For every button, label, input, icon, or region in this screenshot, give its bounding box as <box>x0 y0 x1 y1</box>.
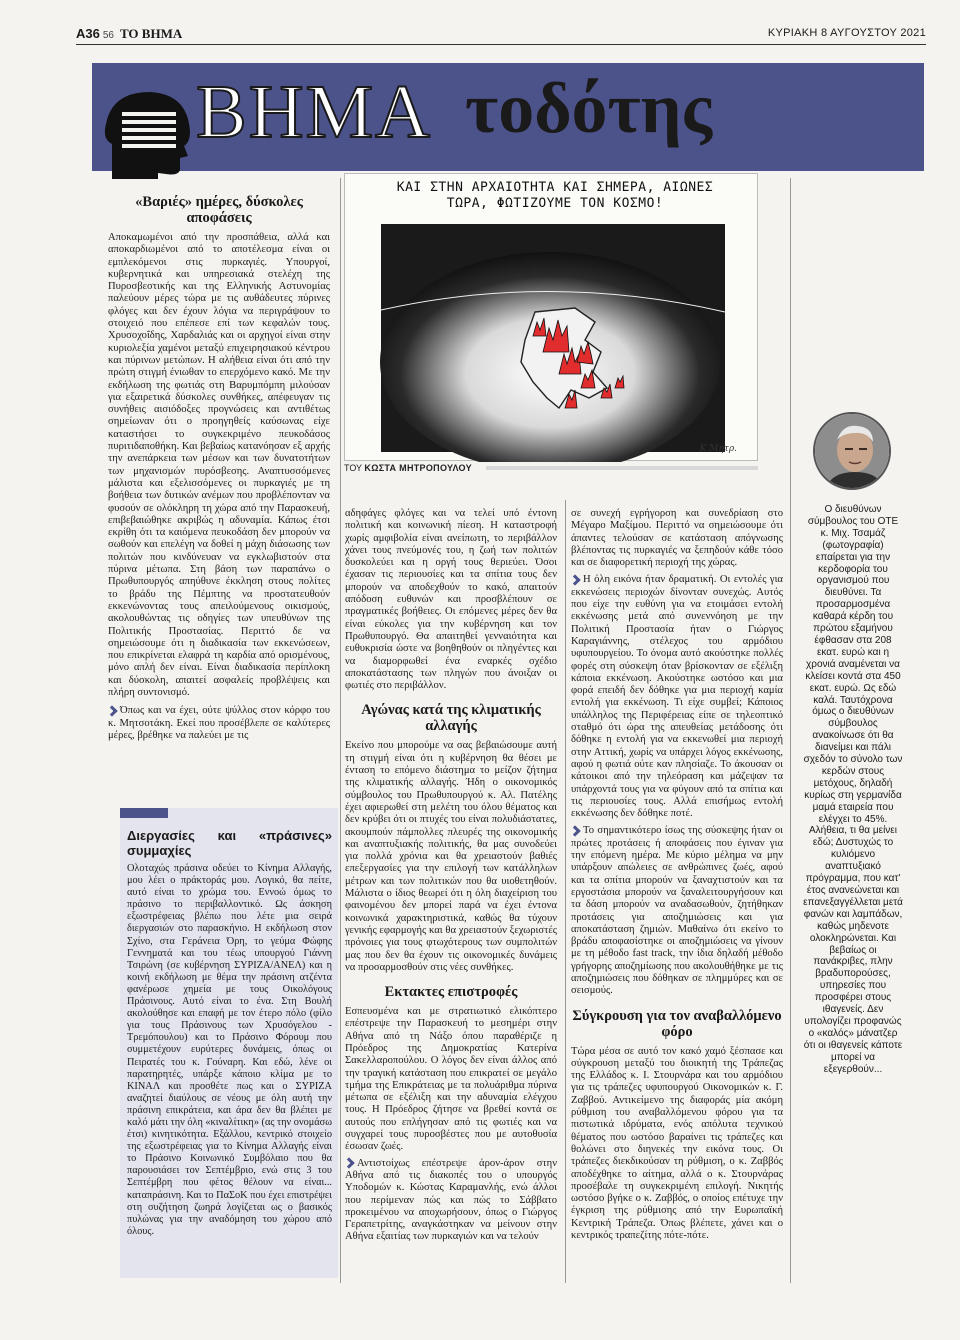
section-title: «Βαριές» ημέρες, δύσκολες αποφάσεις <box>135 194 303 226</box>
arrow-icon <box>569 574 580 585</box>
burning-greece-illustration <box>345 212 759 462</box>
banner-title-outline: ΒΗΜΑ <box>196 70 433 154</box>
credit-prefix: ΤΟΥ <box>344 463 362 473</box>
header-rule <box>76 44 926 45</box>
article-column-3 <box>571 508 783 1245</box>
paragraph: Τώρα μέσα σε αυτό τον κακό χαμό ξέσπασε και σύγκρουση μεταξύ του διοικητή της Τράπεζας της Ελλάδος κ. Ι. Στουρνάρα και του αρμόδιου για τις τράπεζες υφυπουργού Οικονομικών κ. Γ. Ζαββού. Αντικείμενο της διαφοράς μία ακόμη ρύθμιση του αναβαλλόμενου φόρου για τα πιστωτικά ιδρύματα, ενός απόλυτα τεχνικού θέματος που ωστόσο βαραίνει τις τράπεζες και θολώνει στο διηνεκές την εικόνα τους. Οι τράπεζες διεκδικούσαν τη ρύθμιση, ο κ. Ζαββός αποδέχθηκε το αίτημα, αλλά ο κ. Στουρνάρας προσέβαλε τη συγκεκριμένη επιλογή. Νικητής ωστόσο βγήκε ο κ. Ζαββός, ο οποίος επέτυχε την έγκριση της ρύθμισης από την Ευρωπαϊκή Κεντρική Τράπεζα. Όπως βλέπετε, χάνει και ο κεντρικός τραπεζίτης πότε-πότε. <box>571 1045 783 1242</box>
avatar <box>813 412 891 490</box>
box-content <box>127 826 332 1241</box>
paragraph: σε συνεχή εγρήγορση και συνεδρίαση στο Μέγαρο Μαξίμου. Περιττό να σημειώσουμε ότι άπαντες τελούσαν σε κατάσταση απόγνωσης βλέποντας τις πυρκαγιές να ξεπηδούν κάθε τόσο και σε διαφορετική περιοχή της χώρας. <box>571 508 783 569</box>
arrow-icon <box>106 705 117 716</box>
article-column-2 <box>345 508 557 1247</box>
cartoon-caption: ΚΑΙ ΣΤΗΝ ΑΡΧΑΙΟΤΗΤΑ ΚΑΙ ΣΗΜΕΡΑ, ΑΙΩΝΕΣ ΤΩΡΑ, ΦΩΤΙΖΟΥΜΕ ΤΟΝ ΚΟΣΜΟ! <box>396 180 714 211</box>
paragraph: Η όλη εικόνα ήταν δραματική. Οι εντολές για εκκενώσεις περιοχών δίνονταν συνεχώς. Αυτός που είχε την ευθύνη για να ετοιμάσει εντολή εκκένωσης μετά από συνεννόηση με την Πολιτική Προστασία ήταν ο Γιώργος Καραγιάννης, στέλεχος του αρμόδιου υφυπουργείου. Το όνομα αυτό ακούστηκε πολλές φορές στη σύσκεψη όταν βρίσκονταν σε εξέλιξη κάποια εκκένωση. Ακούστηκε ωστόσο και μια φορά επειδή δεν δόθηκε για μια περιοχή καμία εντολή για εκκένωση. Τι είχε συμβεί; Κάποιος υπάλληλος της Περιφέρειας είπε σε τηλεοπτικό σταθμό ότι ώρα της απευθείας μετάδοσης ότι δόθηκε η εντολή για να εκκενωθεί μια περιοχή στην Αττική, χωρίς να υπάρχει λόγος εκκένωσης, αφού η φωτιά ούτε καν πλησίαζε. Το άκουσαν οι κάτοικοι από την τηλεόραση και μάζεψαν τα υπάρχοντά τους για να φύγουν από τα σπίτια και τις περιουσίες τους. Αλλά επισήμως εντολή εκκένωσης δεν δόθηκε ποτέ. <box>571 574 783 820</box>
section-title: Αγώνας κατά της κλιματικής αλλαγής <box>361 702 541 735</box>
section-title: Εκτακτες επιστροφές <box>384 984 518 1001</box>
column-divider <box>565 500 566 1283</box>
newspaper-name: ΤΟ ΒΗΜΑ <box>119 26 183 41</box>
paragraph: Εσπευσμένα και με στρατιωτικό ελικόπτερο επέστρεψε την Παρασκευή το μεσημέρι στην Αθήνα από τη Νάξο όπου παραθέριζε η Πρόεδρος της Δημοκρατίας Κατερίνα Σακελλαροπούλου. Ο λόγος δεν είναι άλλος από την τραγική κατάσταση που επικρατεί σε μεγάλο τμήμα της Επικράτειας με τα πολυάριθμα πύρινα μέτωπα σε εξέλιξη και την αδυναμία ελέγχου τους. Η Πρόεδρος ζήτησε να βρεθεί κοντά σε αυτούς που επλήγησαν από τις φωτιές και να συγχαρεί τους πυροσβέστες που με αυτοθυσία έσωσαν ζωές. <box>345 1006 557 1153</box>
banner-title-bold: τοδότης <box>465 68 713 148</box>
paragraph: Αποκαμωμένοι από την προσπάθεια, αλλά και αποκαρδιωμένοι από το αποτέλεσμα είναι οι εμπλεκόμενοι στις πυρκαγιές. Υπουργοί, κυβερνητικά και υπηρεσιακά στελέχη της Πυροσβεστικής και της Ελληνικής Αστυνομίας παλεύουν μέρες τώρα με τις αυθάδευτες πύρινες φλόγες και δεν έχουν λόγια να περιγράψουν το στοιχειό που επέπεσε επί των κεφαλών τους. Χρυσοχοΐδης, Χαρδαλιάς και οι αρχηγοί είναι στην κυριολεξία χαμένοι μεταξύ επιχειρησιακού κέντρου και πύρινων μετώπων. Η αλήθεια είναι ότι από την πρώτη στιγμή ένιωθαν το επερχόμενο κακό. Με την εκδήλωση της φωτιάς στη Βαρυμπόμπη μιλούσαν για εξαιρετικά δύσκολες συνθήκες, απέφευγαν τις συνήθεις αισιόδοξες προγνώσεις και αντιθέτως σημείωναν ότι ο προηγηθείς καύσωνας είχε καταστήσει το συγκεκριμένο πευκοδάσος πυριτιδαποθήκη. Και βεβαίως κατανόησαν εξ αρχής την ανεπάρκεια των μέσων και των δυνατοτήτων των μηχανισμών πυρόσβεσης. Αναπτυσσόμενες μάλιστα και εξελισσόμενες οι πυρκαγιές με τη βοήθεια των δυτικών ανέμων που προβλέπονταν να φυσούν σε ολόκληρη τη χώρα από την Παρασκευή, επιβεβαιώθηκε ακριβώς η αδυναμία. Κάπως έτσι εκρίθη ότι τα καιόμενα πευκοδάση δεν μπορούν να σωθούν και επελέγη να δοθεί η μάχη διάσωσης των πολιτών που κινδύνευαν να εγκλωβιστούν στα πύρινα μέτωπα. Στη βάση των παραπάνω ο Πρωθυπουργός απηύθυνε έκκληση στους πολίτες το βράδυ της Πέμπτης να προστατευθούν εκκενώνοντας τους απειλούμενους οικισμούς, ακολουθώντας τις οδηγίες των υπευθύνων της Πολιτικής Προστασίας. Περιττό δε να σημειώσουμε ότι η διαδικασία των εκκενώσεων, που επικρίνεται ελαφρά τη καρδία από ορισμένους, μόνο απλή δεν είναι. Είναι διαδικασία περίπλοκη και δύσκολη, απαιτεί ασφαλείς προβλέψεις και πλήρη συντονισμό. <box>108 232 330 698</box>
paragraph: Ο διευθύνων σύμβουλος του ΟΤΕ κ. Μιχ. Τσαμάζ (φωτογραφία) επαίρεται για την κερδοφορία του οργανισμού που διευθύνει. Τα προσαρμοσμένα καθαρά κέρδη του πρώτου εξαμήνου έφθασαν στα 208 εκατ. ευρώ και η χρονιά αναμένεται να κλείσει κοντά στα 450 εκατ. ευρώ. Ως εδώ καλά. Ταυτόχρονα όμως ο διευθύνων σύμβουλος ανακοίνωσε ότι θα διανείμει και πάλι σχεδόν το σύνολο των κερδών στους μετόχους, δηλαδή κυρίως στη γερμανίδα μαμά εταιρεία που ελέγχει το 45%. Αλήθεια, τι θα μείνει εδώ; Δυστυχώς το κυλιόμενο αναπτυξιακό πρόγραμμα, που κατ' έτος ανανεώνεται και επανεξαγγέλλεται μετά φανών και λαμπάδων, καθώς μηδενοτε ολοκληρώνεται. Και βεβαίως οι πανάκριβες, πλην βραδυπορούσες, υπηρεσίες που προσφέρει στους ιθαγενείς. Δεν υπολογίζει προφανώς ο «καλός» μάνατζερ ότι οι ιθαγενείς κάποτε μπορεί να εξεγερθούν... <box>803 504 903 1075</box>
cartoon-signature: Κ.Μητρ. <box>699 444 737 454</box>
page-header <box>76 26 926 44</box>
credit-name: ΚΩΣΤΑ ΜΗΤΡΟΠΟΥΛΟΥ <box>364 463 472 473</box>
sidebar-note <box>803 504 903 1076</box>
paragraph: Ολοταχώς πράσινα οδεύει το Κίνημα Αλλαγής, μου λέει ο πράκτοράς μου. Λογικό, θα πείτε, αυτό είναι το χρώμα του. Εννοώ όμως το πράσινο το περιβαλλοντικό. Ως άσκηση εξωστρέφειας βλέπω που λέτε μια σειρά διεργασιών στο παρασκήνιο. Η εκδήλωση στον Σχίνο, στα Γεράνεια Όρη, το γεύμα Φώφης Γεννηματά και του τέως υπουργού Γιάννη Τσιρώνη (σε κυβέρνηση ΣΥΡΙΖΑ/ΑΝΕΛ) και η κοινή εκδήλωση με θέμα την πράσινη ατζέντα φανέρωσε χημεία με τους Οικολόγους Πράσινους. Αυτό είναι το ένα. Στη Βουλή ακολούθησε και επαφή με τον έτερο πόλο (φίλο για τους Πράσινους των Χρυσόγελου - Τρεμόπουλου) και το Πράσινο Φόρουμ που συμμετέχουν ευρύτερες δυνάμεις, όπως οι Πειρατές του κ. Γούναρη. Και εδώ, λένε οι παρατηρητές, υπάρξε κάποιο κλίμα με το ΚΙΝΑΛ και προσθέτε πως και ο ΣΥΡΙΖΑ αναζητεί διαύλους σε νέους με όλη αυτή την πράσινη επικράτεια, και άρα δεν θα βλέπει με καλό μάτι την όλη «κιναλίτικη» (ας την ονομάσω έτσι) κινητικότητα. Εξάλλου, κεντρικό στοιχείο της εξωστρέφειας για το Κίνημα Αλλαγής είναι το Πράσινο Κοινωνικό Συμβόλαιο που θα παρουσιάσει τον Σεπτέμβριο, ενώ στις 3 του Σεπτέμβρη που φέτος θέλουν να είναι... καταπράσινη. Και το ΠαΣοΚ που έχει επιστρέψει στη συζήτηση ζωηρά λογίζεται ως ο βασικός πυλώνας για την αναδόμηση του χώρου από όλους. <box>127 863 332 1237</box>
section-title: Σύγκρουση για τον αναβαλλόμενο φόρο <box>572 1007 782 1040</box>
credit-rule <box>486 466 758 470</box>
paragraph: Αντιστοίχως επέστρεψε άρον-άρον στην Αθήνα από τις διακοπές του ο υπουργός Υποδομών κ. Κώστας Καραμανλής, ενώ άλλοι που περίμεναν πώς και πώς το Σάββατο προκειμένου να αποχωρήσουν, όπως ο Γιώργος Γεραπετρίτης, αναγκάστηκαν να μείνουν στην Αθήνα εξαιτίας των πυρκαγιών και να τελούν <box>345 1157 557 1243</box>
column-divider <box>790 178 791 1283</box>
page-number-alt: 56 <box>102 30 114 41</box>
page-number: A36 <box>76 26 100 41</box>
arrow-icon <box>569 825 580 836</box>
paragraph: Όπως και να έχει, ούτε ψύλλος στον κόρφο του κ. Μητσοτάκη. Εκεί που προσέβλεπε σε καλύτερες μέρες, βρέθηκε να παλεύει με τις <box>108 705 330 741</box>
cartoon-credit <box>344 463 472 473</box>
paragraph: Το σημαντικότερο ίσως της σύσκεψης ήταν οι πρώτες προτάσεις ή αποφάσεις που έγιναν για την επόμενη ημέρα. Με κύριο μέλημα να μην υπάρξουν απώλειες σε ανθρώπινες ζωές, αφού και τα σπίτια μπορούν να ξαναχτιστούν και τα εργοστάσια μπορούν να ξαναλειτουργήσουν και τα δάση μπορούν να αναδασωθούν, ζητήθηκαν προτάσεις για αποζημιώσεις και για αποκατάσταση ζημιών. Μαθαίνω ότι εκείνο το βράδυ αποφασίστηκε οι αποζημιώσεις να γίνουν με τη μέθοδο fast track, την ίδια δηλαδή μέθοδο γρήγορης αποζημίωσης που ακολουθήθηκε με τις αποζημιώσεις που δόθηκαν σε πλημμύρες και σε σεισμούς. <box>571 825 783 997</box>
article-column-1 <box>108 190 330 745</box>
portrait-icon <box>815 414 891 490</box>
columnist-logo-icon <box>92 84 202 184</box>
issue-date: ΚΥΡΙΑΚΗ 8 ΑΥΓΟΥΣΤΟΥ 2021 <box>767 27 926 39</box>
cartoon <box>344 173 758 461</box>
box-title: Διεργασίες και «πράσινες» συμμαχίες <box>127 828 332 858</box>
paragraph: Εκείνο που μπορούμε να σας βεβαιώσουμε αυτή τη στιγμή είναι ότι η κυβέρνηση θα θέσει με ένταση το επόμενο διάστημα το μείζον ζήτημα της κλιματικής αλλαγής. Ήδη ο οικονομικός σύμβουλος του Πρωθυπουργού κ. Αλ. Πατέλης έχει αφιερωθεί στη μελέτη του όλου θέματος και δεν κρύβει ότι οι πτυχές του είναι πολυδιάστατες, ακουμπούν πάμπολλες πλευρές της οικονομικής και αναπτυξιακής πολιτικής, θα μας συνοδεύει για πολλά χρόνια και θα χρειαστούν βαθιές επεξεργασίες για την επιλογή των κατάλληλων μέτρων και των πολιτικών που θα υιοθετηθούν. Μάλιστα ο ίδιος θεωρεί ότι η όλη διαχείριση του φαινομένου δεν μπορεί παρά να έχει έντονα κοινωνικά χαρακτηριστικά, καθώς θα τύχουν γενικής εφαρμογής και θα χρειαστούν ξεχωριστές πρόνοιες για τους φτωχότερους των συμπολιτών μας που δεν θα έχουν τις οικονομικές δυνάμεις να προσαρμοσθούν στις νέες συνθήκες. <box>345 740 557 973</box>
paragraph: αδηφάγες φλόγες και να τελεί υπό έντονη πολιτική και κοινωνική πίεση. Η καταστροφή χωρίς αμφιβολία είναι ανείπωτη, το περιβάλλον χάνει τους πνεύμονές του, η ζωή των πολιτών δυσκολεύει και η οργή τους θεριεύει. Όσοι έχασαν τις περιουσίες και τα σπίτια τους δεν μπορούν να αποδεχθούν το κακό, απαιτούν απόδοση ευθυνών και προσβλέπουν σε πραγματικές βοήθειες. Οι επόμενες μέρες δεν θα είναι εύκολες για την κυβέρνηση και τον Πρωθυπουργό. Θα απαιτηθεί γενναιότητα και ευθυκρισία ώστε να βοηθηθούν οι πληγέντες και να διαμορφωθεί ένα εναρκές σχέδιο αποκατάστασης των πληγών που άνοιξαν οι φωτιές στο περιβάλλον. <box>345 508 557 692</box>
arrow-icon <box>343 1158 354 1169</box>
box-accent-bar <box>120 808 168 818</box>
column-divider <box>340 178 341 1283</box>
